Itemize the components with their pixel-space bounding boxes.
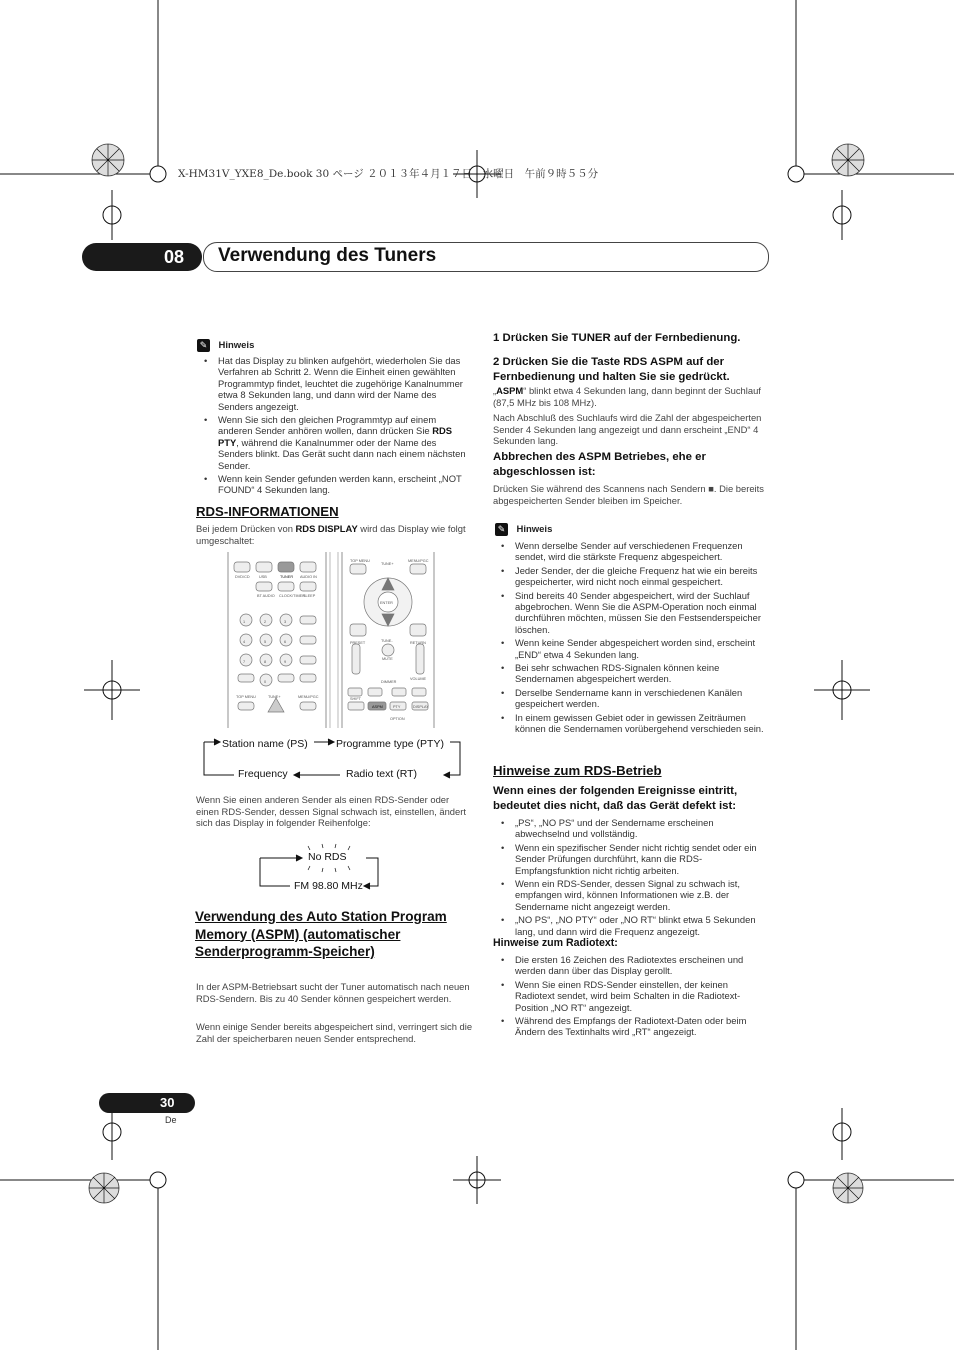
svg-text:TUNER: TUNER bbox=[280, 575, 294, 579]
chapter-number: 08 bbox=[163, 247, 185, 267]
rds-tips-subheading: Wenn eines der folgenden Ereignisse eintritt, bedeutet dies nicht, daß das Gerät defekt ist: bbox=[493, 785, 738, 812]
svg-text:CLOCK/TIMER: CLOCK/TIMER bbox=[279, 594, 305, 598]
rds-tips-list bbox=[493, 817, 769, 939]
list-item: • Jeder Sender, der die gleiche Frequenz hat wie ein bereits gespeicherter, wird nicht noch einmal gespeichert. bbox=[493, 565, 769, 588]
svg-text:1: 1 bbox=[243, 620, 246, 624]
note-title: Hinweis bbox=[218, 340, 255, 352]
aspm-heading: Verwendung des Auto Station Program Memory (ASPM) (automatischer Senderprogramm-Speicher) bbox=[195, 909, 447, 959]
svg-text:OPTION: OPTION bbox=[390, 717, 405, 721]
page-number: 30 bbox=[160, 1095, 175, 1110]
svg-text:SLEEP: SLEEP bbox=[303, 594, 316, 598]
svg-text:TUNE+: TUNE+ bbox=[268, 695, 281, 699]
note-pencil-icon: ✎ bbox=[197, 339, 210, 352]
svg-text:7: 7 bbox=[243, 660, 246, 664]
right-note-header bbox=[495, 521, 552, 539]
note-title: Hinweis bbox=[516, 524, 553, 536]
step-2-body: „ASPM“ blinkt etwa 4 Sekunden lang, dann beginnt der Suchlauf (87,5 MHz bis 108 MHz). bbox=[493, 385, 761, 408]
step-2: 2 Drücken Sie die Taste RDS ASPM auf der Fernbedienung und halten Sie sie gedrückt. bbox=[493, 356, 730, 383]
svg-text:PTY: PTY bbox=[393, 705, 401, 709]
list-item: • „NO PS“, „NO PTY“ oder „NO RT“ blinkt etwa 5 Sekunden lang, und dann wird die Frequenz angezeigt. bbox=[493, 914, 769, 937]
svg-text:PRESET: PRESET bbox=[350, 641, 366, 645]
step-2-body-2: Nach Abschluß des Suchlaufs wird die Zahl der abgespeicherten Sender 4 Sekunden lang angezeigt und dann erscheint „END“ 4 Sekunden lang. bbox=[493, 412, 762, 447]
rds-intro: Bei jedem Drücken von RDS DISPLAY wird das Display wie folgt umgeschaltet: bbox=[196, 523, 466, 546]
svg-text:TUNE-: TUNE- bbox=[381, 639, 393, 643]
aspm-paragraph-2: Wenn einige Sender bereits abgespeichert sind, verringert sich die Zahl der speicherbaren neuen Sender entsprechend. bbox=[196, 1021, 473, 1044]
list-item: • Wenn ein spezifischer Sender nicht richtig sendet oder ein Sender Prüfungen durchführt, kann die RDS-Empfangsfunktion nicht richtig arbeiten. bbox=[493, 842, 769, 876]
radiotext-heading: Hinweise zum Radiotext: bbox=[493, 937, 618, 949]
list-item: • Während des Empfangs der Radiotext-Daten oder beim Ändern des Textinhalts wird „RT“ angezeigt. bbox=[493, 1015, 769, 1038]
cycle-programme-type: Programme type (PTY) bbox=[336, 738, 444, 750]
page-language: De bbox=[165, 1115, 177, 1125]
remote-control-illustration bbox=[226, 552, 438, 728]
svg-text:AUDIO IN: AUDIO IN bbox=[300, 575, 317, 579]
svg-text:RETURN: RETURN bbox=[410, 641, 426, 645]
svg-text:SHIFT: SHIFT bbox=[350, 697, 361, 701]
list-item: • Wenn Sie sich den gleichen Programmtyp auf einem anderen Sender anhören wollen, dann drücken Sie RDS PTY, während die Kanalnummer oder der Name des Senders blinkt. Das Gerät sucht dann nach einem nächsten Sender. bbox=[196, 414, 472, 471]
list-item: • Wenn ein RDS-Sender, dessen Signal zu schwach ist, empfangen wird, können Informationen wie z.B. der Sendername nicht angezeigt werden. bbox=[493, 878, 769, 912]
aspm-paragraph-1: In der ASPM-Betriebsart sucht der Tuner automatisch nach neuen RDS-Sendern. Bis zu 40 Sender können gespeichert werden. bbox=[196, 981, 470, 1004]
chapter-title: Verwendung des Tuners bbox=[218, 245, 437, 266]
svg-text:TOP MENU: TOP MENU bbox=[350, 559, 370, 563]
svg-text:8: 8 bbox=[264, 660, 267, 664]
list-item: • Wenn kein Sender gefunden werden kann, erscheint „NOT FOUND“ 4 Sekunden lang. bbox=[196, 473, 472, 496]
left-note-header bbox=[197, 337, 254, 355]
svg-text:VOLUME: VOLUME bbox=[410, 677, 427, 681]
cycle-frequency: Frequency bbox=[238, 768, 288, 780]
list-item: • Wenn keine Sender abgespeichert worden sind, erscheint „END“ etwa 4 Sekunden lang. bbox=[493, 637, 769, 660]
svg-text:4: 4 bbox=[243, 640, 246, 644]
step-1: 1 Drücken Sie TUNER auf der Fernbedienung. bbox=[493, 332, 741, 344]
svg-text:TOP MENU: TOP MENU bbox=[236, 695, 256, 699]
svg-text:DISPLAY: DISPLAY bbox=[413, 705, 429, 709]
rds-heading: RDS-INFORMATIONEN bbox=[196, 504, 339, 519]
left-note-list bbox=[196, 355, 472, 498]
list-item: • Sind bereits 40 Sender abgespeichert, wird der Suchlauf abgebrochen. Wenn Sie die ASPM-Operation noch einmal durchführen möchten, müssen Sie den Festsenderspeicher löschen. bbox=[493, 590, 769, 636]
list-item: • Hat das Display zu blinken aufgehört, wiederholen Sie das Verfahren ab Schritt 2. Wenn die Einheit einen gewählten Programmtyp findet, leuchtet die zugehörige Kanalnummer etwa 8 Sekunden lang, und dann wird der Name des Senders angezeigt. bbox=[196, 355, 472, 412]
abort-body: Drücken Sie während des Scannens nach Sendern ■. Die bereits abgespeicherten Sender bleiben im Speicher. bbox=[493, 483, 764, 506]
print-header: X-HM31V_YXE8_De.book 30 ページ ２０１３年４月１７日 水曜日 午前９時５５分 bbox=[178, 168, 599, 180]
right-note-list bbox=[493, 540, 769, 737]
list-item: • „PS“, „NO PS“ und der Sendername erscheinen abwechselnd und vollständig. bbox=[493, 817, 769, 840]
note-pencil-icon: ✎ bbox=[495, 523, 508, 536]
list-item: • Bei sehr schwachen RDS-Signalen können keine Sendernamen abgespeichert werden. bbox=[493, 662, 769, 685]
list-item: • Wenn derselbe Sender auf verschiedenen Frequenzen sendet, wird die stärkste Frequenz abgespeichert. bbox=[493, 540, 769, 563]
cycle-radio-text: Radio text (RT) bbox=[346, 768, 417, 780]
no-rds-text: No RDS bbox=[308, 851, 347, 863]
svg-text:DIMMER: DIMMER bbox=[381, 680, 397, 684]
list-item: • Derselbe Sendername kann in verschiedenen Kanälen gespeichert werden. bbox=[493, 687, 769, 710]
svg-text:3: 3 bbox=[284, 620, 287, 624]
abort-heading: Abbrechen des ASPM Betriebes, ehe er abgeschlossen ist: bbox=[493, 451, 706, 478]
cycle-station-name: Station name (PS) bbox=[222, 738, 308, 750]
radiotext-list bbox=[493, 954, 769, 1040]
svg-text:5: 5 bbox=[264, 640, 267, 644]
svg-text:ENTER: ENTER bbox=[380, 601, 393, 605]
weak-signal-text: Wenn Sie einen anderen Sender als einen RDS-Sender oder einen RDS-Sender, dessen Signal schwach ist, einstellen, ändert sich das Display in folgender Reihenfolge: bbox=[196, 794, 466, 829]
list-item: • Die ersten 16 Zeichen des Radiotextes erscheinen und werden dann über das Display gerollt. bbox=[493, 954, 769, 977]
svg-text:MENU/PGC: MENU/PGC bbox=[408, 559, 429, 563]
frequency-display: FM 98.80 MHz bbox=[294, 880, 363, 892]
svg-text:BT AUDIO: BT AUDIO bbox=[257, 594, 275, 598]
svg-text:DVD/CD: DVD/CD bbox=[235, 575, 250, 579]
svg-text:9: 9 bbox=[284, 660, 287, 664]
svg-text:MENU/PGC: MENU/PGC bbox=[298, 695, 319, 699]
svg-text:USB: USB bbox=[259, 575, 267, 579]
svg-text:2: 2 bbox=[264, 620, 267, 624]
svg-text:6: 6 bbox=[284, 640, 287, 644]
svg-text:ASPM: ASPM bbox=[372, 705, 383, 709]
rds-tips-heading: Hinweise zum RDS-Betrieb bbox=[493, 763, 662, 778]
list-item: • Wenn Sie einen RDS-Sender einstellen, der keinen Radiotext sendet, wird beim Schalten in die Radiotext-Position „NO RT“ angezeigt. bbox=[493, 979, 769, 1013]
svg-text:0: 0 bbox=[264, 680, 267, 684]
svg-text:MUTE: MUTE bbox=[382, 657, 393, 661]
svg-text:TUNE+: TUNE+ bbox=[381, 562, 394, 566]
list-item: • In einem gewissen Gebiet oder in gewissen Zeiträumen können die Sendernamen vorübergehend verschieden sein. bbox=[493, 712, 769, 735]
